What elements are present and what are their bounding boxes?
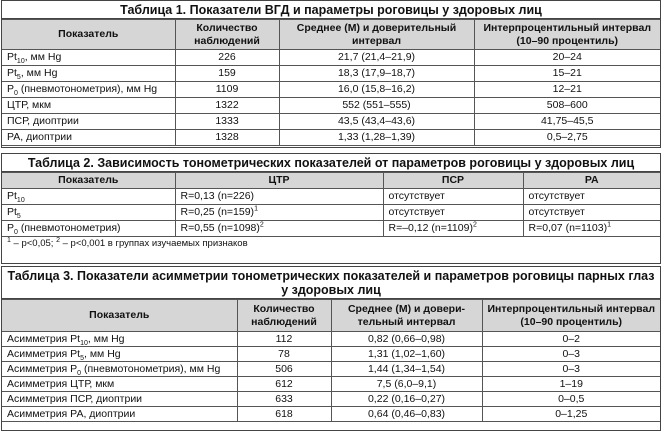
ctr-marker: 1 bbox=[254, 205, 258, 213]
psr-marker: 2 bbox=[472, 221, 477, 229]
range-cell: 41,75–45,5 bbox=[474, 114, 660, 130]
row-label bbox=[2, 130, 175, 146]
label-text: Асимметрия Pt bbox=[7, 347, 81, 360]
mean-cell: 18,3 (17,9–18,7) bbox=[279, 66, 474, 82]
label-subscript: 0 bbox=[14, 90, 18, 98]
range-cell: 0–3 bbox=[482, 362, 660, 377]
label-subscript: 10 bbox=[80, 339, 88, 347]
mean-cell: 1,33 (1,28–1,39) bbox=[279, 130, 474, 146]
label-suffix: (пневмотонометрия) bbox=[17, 222, 121, 234]
ctr-cell bbox=[175, 205, 383, 221]
label-text: Pt bbox=[7, 206, 17, 218]
table-1 bbox=[1, 0, 661, 148]
label-text: ПСР, диоптрии bbox=[7, 115, 79, 127]
row-label bbox=[2, 82, 175, 98]
footnote-marker-1: 1 bbox=[7, 236, 11, 244]
table-row bbox=[2, 189, 660, 205]
table-1-grid bbox=[2, 19, 660, 146]
row-label bbox=[2, 98, 175, 114]
ra-value: отсутствует bbox=[528, 190, 585, 202]
column-header-indicator: Показатель bbox=[2, 173, 175, 189]
table-1-header-row bbox=[2, 20, 660, 50]
label-subscript: 0 bbox=[77, 369, 82, 377]
column-header-count: Количество наблюдений bbox=[175, 20, 279, 50]
range-cell: 12–21 bbox=[474, 82, 660, 98]
column-header-mean: Среднее (М) и довери-тельный интервал bbox=[331, 300, 482, 332]
ctr-value: R=0,25 (n=159) bbox=[180, 206, 255, 218]
range-cell: 15–21 bbox=[474, 66, 660, 82]
ra-marker: 1 bbox=[607, 221, 612, 229]
row-label bbox=[2, 362, 237, 377]
column-header-indicator: Показатель bbox=[2, 300, 237, 332]
mean-cell: 0,22 (0,16–0,27) bbox=[331, 392, 482, 407]
count-cell: 1333 bbox=[175, 114, 279, 130]
psr-value: отсутствует bbox=[388, 190, 445, 202]
footnote-text-1: – p<0,05; bbox=[10, 238, 57, 249]
table-row bbox=[2, 130, 660, 146]
row-label bbox=[2, 392, 237, 407]
column-header-range: Интерпроцентильный интервал (10–90 процентиль) bbox=[474, 20, 660, 50]
table-row bbox=[2, 392, 660, 407]
table-2-header-row bbox=[2, 173, 660, 189]
table-row bbox=[2, 205, 660, 221]
column-header-count: Количество наблюдений bbox=[237, 300, 331, 332]
footnote-marker-2: 2 bbox=[56, 236, 60, 244]
count-cell: 1322 bbox=[175, 98, 279, 114]
range-cell: 20–24 bbox=[474, 50, 660, 66]
range-cell: 0–2 bbox=[482, 332, 660, 347]
column-header-ra: РА bbox=[523, 173, 660, 189]
table-2-grid bbox=[2, 172, 660, 250]
psr-value: R=–0,12 (n=1109) bbox=[388, 222, 473, 234]
count-cell: 612 bbox=[237, 377, 331, 392]
mean-cell: 552 (551–555) bbox=[279, 98, 474, 114]
label-text: ЦТР, мкм bbox=[7, 99, 52, 111]
mean-cell: 0,64 (0,46–0,83) bbox=[331, 407, 482, 422]
label-text: Асимметрия РА, диоптрии bbox=[7, 407, 136, 420]
ctr-value: R=0,13 (n=226) bbox=[180, 190, 255, 202]
range-cell: 1–19 bbox=[482, 377, 660, 392]
label-text: Асимметрия ПСР, диоптрии bbox=[7, 392, 143, 405]
table-2-footnote-row bbox=[2, 237, 660, 251]
row-label bbox=[2, 332, 237, 347]
table-row bbox=[2, 362, 660, 377]
ra-value: R=0,07 (n=1103) bbox=[528, 222, 608, 234]
count-cell: 506 bbox=[237, 362, 331, 377]
label-text: Асимметрия Pt bbox=[7, 332, 81, 345]
label-subscript: 10 bbox=[16, 58, 25, 66]
label-subscript: 5 bbox=[80, 354, 84, 362]
count-cell: 618 bbox=[237, 407, 331, 422]
table-row bbox=[2, 332, 660, 347]
label-text: Асимметрия ЦТР, мкм bbox=[7, 377, 115, 390]
column-header-ctr: ЦТР bbox=[175, 173, 383, 189]
psr-cell bbox=[383, 221, 523, 237]
range-cell: 0–1,25 bbox=[482, 407, 660, 422]
label-text: P bbox=[7, 83, 15, 95]
count-cell: 1328 bbox=[175, 130, 279, 146]
label-text: Pt bbox=[7, 51, 17, 63]
label-suffix: , мм Hg bbox=[20, 67, 58, 79]
row-label bbox=[2, 189, 175, 205]
label-suffix: (пневмотонометрия), мм Hg bbox=[81, 362, 221, 375]
mean-cell: 43,5 (43,4–43,6) bbox=[279, 114, 474, 130]
mean-cell: 7,5 (6,0–9,1) bbox=[331, 377, 482, 392]
label-suffix: , мм Hg bbox=[87, 332, 125, 345]
table-row bbox=[2, 347, 660, 362]
ra-cell bbox=[523, 189, 660, 205]
label-suffix: , мм Hg bbox=[84, 347, 121, 360]
count-cell: 1109 bbox=[175, 82, 279, 98]
count-cell: 78 bbox=[237, 347, 331, 362]
range-cell: 0–3 bbox=[482, 347, 660, 362]
label-suffix: , мм Hg bbox=[24, 51, 62, 63]
count-cell: 159 bbox=[175, 66, 279, 82]
row-label bbox=[2, 114, 175, 130]
psr-cell bbox=[383, 189, 523, 205]
mean-cell: 0,82 (0,66–0,98) bbox=[331, 332, 482, 347]
count-cell: 226 bbox=[175, 50, 279, 66]
table-row bbox=[2, 221, 660, 237]
mean-cell: 1,31 (1,02–1,60) bbox=[331, 347, 482, 362]
table-1-caption: Таблица 1. Показатели ВГД и параметры роговицы у здоровых лиц bbox=[2, 1, 660, 19]
ra-cell bbox=[523, 221, 660, 237]
ra-value: отсутствует bbox=[528, 206, 585, 218]
row-label bbox=[2, 66, 175, 82]
label-text: P bbox=[7, 222, 15, 234]
table-2-footnote bbox=[2, 237, 660, 251]
range-cell: 0–0,5 bbox=[482, 392, 660, 407]
mean-cell: 1,44 (1,34–1,54) bbox=[331, 362, 482, 377]
psr-value: отсутствует bbox=[388, 206, 445, 218]
table-3-grid bbox=[2, 299, 660, 422]
label-suffix: (пневмотонометрия), мм Hg bbox=[17, 83, 158, 95]
label-subscript: 5 bbox=[16, 213, 21, 221]
ctr-cell bbox=[175, 221, 383, 237]
label-subscript: 10 bbox=[16, 197, 25, 205]
label-text: РА, диоптрии bbox=[7, 131, 73, 143]
table-row bbox=[2, 114, 660, 130]
row-label bbox=[2, 50, 175, 66]
row-label bbox=[2, 377, 237, 392]
label-subscript: 5 bbox=[16, 74, 21, 82]
column-header-range: Интерпроцентильный интервал (10–90 процентиль) bbox=[482, 300, 660, 332]
ra-cell bbox=[523, 205, 660, 221]
row-label bbox=[2, 347, 237, 362]
mean-cell: 21,7 (21,4–21,9) bbox=[279, 50, 474, 66]
range-cell: 508–600 bbox=[474, 98, 660, 114]
table-3-header-row bbox=[2, 300, 660, 332]
table-2 bbox=[1, 153, 661, 264]
table-2-caption: Таблица 2. Зависимость тонометрических показателей от параметров роговицы у здоровых лиц bbox=[2, 154, 660, 172]
ctr-marker: 2 bbox=[259, 221, 264, 229]
label-text: Pt bbox=[7, 67, 17, 79]
psr-cell bbox=[383, 205, 523, 221]
count-cell: 633 bbox=[237, 392, 331, 407]
table-3 bbox=[1, 266, 661, 431]
mean-cell: 16,0 (15,8–16,2) bbox=[279, 82, 474, 98]
label-text: Pt bbox=[7, 190, 17, 202]
label-text: Асимметрия P bbox=[7, 362, 78, 375]
row-label bbox=[2, 221, 175, 237]
column-header-mean: Среднее (М) и доверительный интервал bbox=[279, 20, 474, 50]
count-cell: 112 bbox=[237, 332, 331, 347]
table-row bbox=[2, 407, 660, 422]
table-row bbox=[2, 82, 660, 98]
row-label bbox=[2, 407, 237, 422]
range-cell: 0,5–2,75 bbox=[474, 130, 660, 146]
ctr-cell bbox=[175, 189, 383, 205]
footnote-text-2: – p<0,001 в группах изучаемых признаков bbox=[59, 238, 248, 249]
table-row bbox=[2, 66, 660, 82]
column-header-psr: ПСР bbox=[383, 173, 523, 189]
table-row bbox=[2, 50, 660, 66]
ctr-value: R=0,55 (n=1098) bbox=[180, 222, 260, 234]
table-row bbox=[2, 377, 660, 392]
table-row bbox=[2, 98, 660, 114]
table-3-caption: Таблица 3. Показатели асимметрии тонометрических показателей и параметров роговицы парных глаз у здоровых лиц bbox=[2, 267, 660, 299]
column-header-indicator: Показатель bbox=[2, 20, 175, 50]
row-label bbox=[2, 205, 175, 221]
label-subscript: 0 bbox=[14, 229, 18, 237]
